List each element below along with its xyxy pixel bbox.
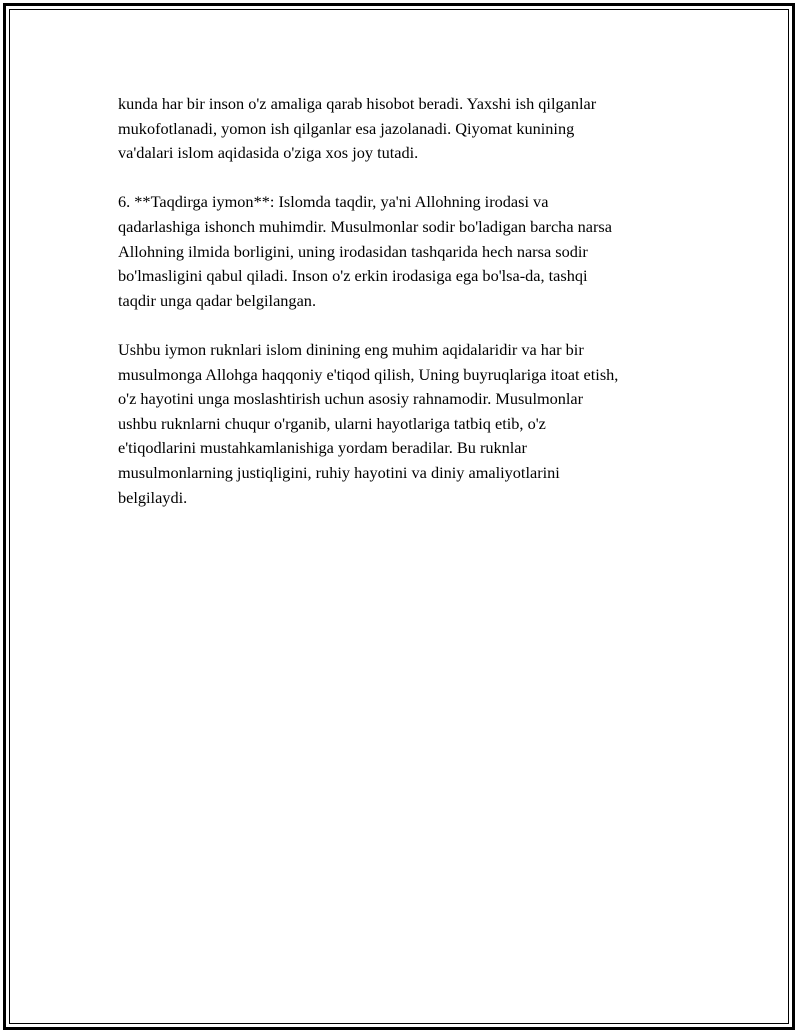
text-line: mukofotlanadi, yomon ish qilganlar esa jazolanadi. Qiyomat kunining xyxy=(118,118,575,138)
text-line: o'z hayotini unga moslashtirish uchun asosiy rahnamodir. Musulmonlar xyxy=(118,389,584,409)
document-body xyxy=(118,92,698,535)
paragraph-summary xyxy=(118,338,698,510)
paragraph-qiyomat-conclusion xyxy=(118,92,698,166)
text-line: taqdir unga qadar belgilangan. xyxy=(118,290,317,310)
text-line: 6. **Taqdirga iymon**: Islomda taqdir, ya'ni Allohning irodasi va xyxy=(118,192,549,212)
text-line: qadarlashiga ishonch muhimdir. Musulmonlar sodir bo'ladigan barcha narsa xyxy=(118,216,612,236)
paragraph-taqdir xyxy=(118,190,698,313)
text-line: kunda har bir inson o'z amaliga qarab hisobot beradi. Yaxshi ish qilganlar xyxy=(118,94,597,113)
text-line: bo'lmasligini qabul qiladi. Inson o'z erkin irodasiga ega bo'lsa-da, tashqi xyxy=(118,266,588,286)
text-line: va'dalari islom aqidasida o'ziga xos joy tutadi. xyxy=(118,143,419,163)
text-line: musulmonga Allohga haqqoniy e'tiqod qilish, Uning buyruqlariga itoat etish, xyxy=(118,364,619,384)
text-line: e'tiqodlarini mustahkamlanishiga yordam beradilar. Bu ruknlar xyxy=(118,438,527,458)
text-line: Ushbu iymon ruknlari islom dinining eng muhim aqidalaridir va har bir xyxy=(118,339,584,359)
text-line: ushbu ruknlarni chuqur o'rganib, ularni hayotlariga tatbiq etib, o'z xyxy=(118,413,546,433)
text-line: musulmonlarning justiqligini, ruhiy hayotini va diniy amaliyotlarini xyxy=(118,462,560,482)
text-line: Allohning ilmida borligini, uning irodasidan tashqarida hech narsa sodir xyxy=(118,241,588,261)
text-line: belgilaydi. xyxy=(118,487,188,507)
